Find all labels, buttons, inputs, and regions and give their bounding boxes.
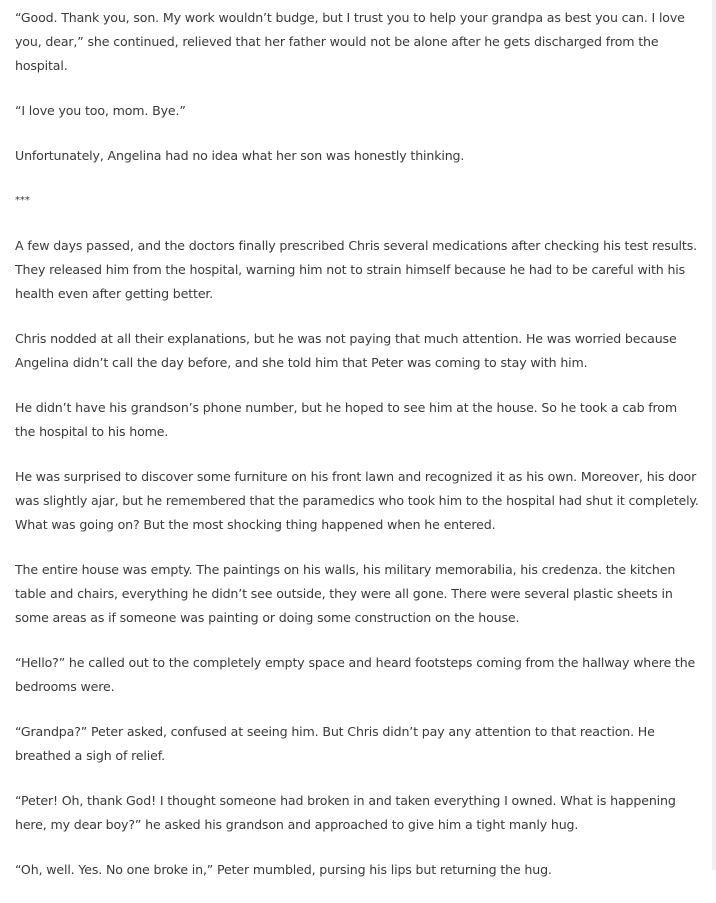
paragraph: He was surprised to discover some furniture on his front lawn and recognized it as his own. Moreover, his door was slightly ajar, but he remembered that the paramedics who took him to the hospital had shut it completely. What was going on? But the most shocking thing happened when he entered. bbox=[15, 469, 699, 532]
paragraph: “Hello?” he called out to the completely empty space and heard footsteps coming from the hallway where the bedrooms were. bbox=[15, 655, 696, 694]
section-separator: *** bbox=[15, 195, 30, 206]
paragraph: “Oh, well. Yes. No one broke in,” Peter mumbled, pursing his lips but returning the hug. bbox=[15, 862, 552, 877]
paragraph: “Grandpa?” Peter asked, confused at seeing him. But Chris didn’t pay any attention to that reaction. He breathed a sigh of relief. bbox=[15, 724, 655, 763]
paragraph: He didn’t have his grandson’s phone number, but he hoped to see him at the house. So he took a cab from the hospital to his home. bbox=[15, 400, 677, 439]
paragraph: “Peter! Oh, thank God! I thought someone had broken in and taken everything I owned. What is happening here, my dear boy?” he asked his grandson and approached to give him a tight manly hug. bbox=[15, 793, 676, 832]
paragraph: A few days passed, and the doctors finally prescribed Chris several medications after checking his test results. They released him from the hospital, warning him not to strain himself because he had to be careful with his health even after getting better. bbox=[15, 238, 697, 301]
paragraph: The entire house was empty. The paintings on his walls, his military memorabilia, his credenza. the kitchen table and chairs, everything he didn’t see outside, they were all gone. There were several plastic sheets in some areas as if someone was painting or doing some construction on the house. bbox=[15, 562, 676, 625]
scrollbar[interactable] bbox=[712, 0, 716, 870]
article-body bbox=[15, 6, 699, 903]
paragraph: “I love you too, mom. Bye.” bbox=[15, 103, 186, 118]
paragraph: “Good. Thank you, son. My work wouldn’t budge, but I trust you to help your grandpa as best you can. I love you, dear,” she continued, relieved that her father would not be alone after he gets discharged from the hospital. bbox=[15, 10, 685, 73]
paragraph: Unfortunately, Angelina had no idea what her son was honestly thinking. bbox=[15, 148, 465, 163]
paragraph: Chris nodded at all their explanations, but he was not paying that much attention. He was worried because Angelina didn’t call the day before, and she told him that Peter was coming to stay with him. bbox=[15, 331, 677, 370]
